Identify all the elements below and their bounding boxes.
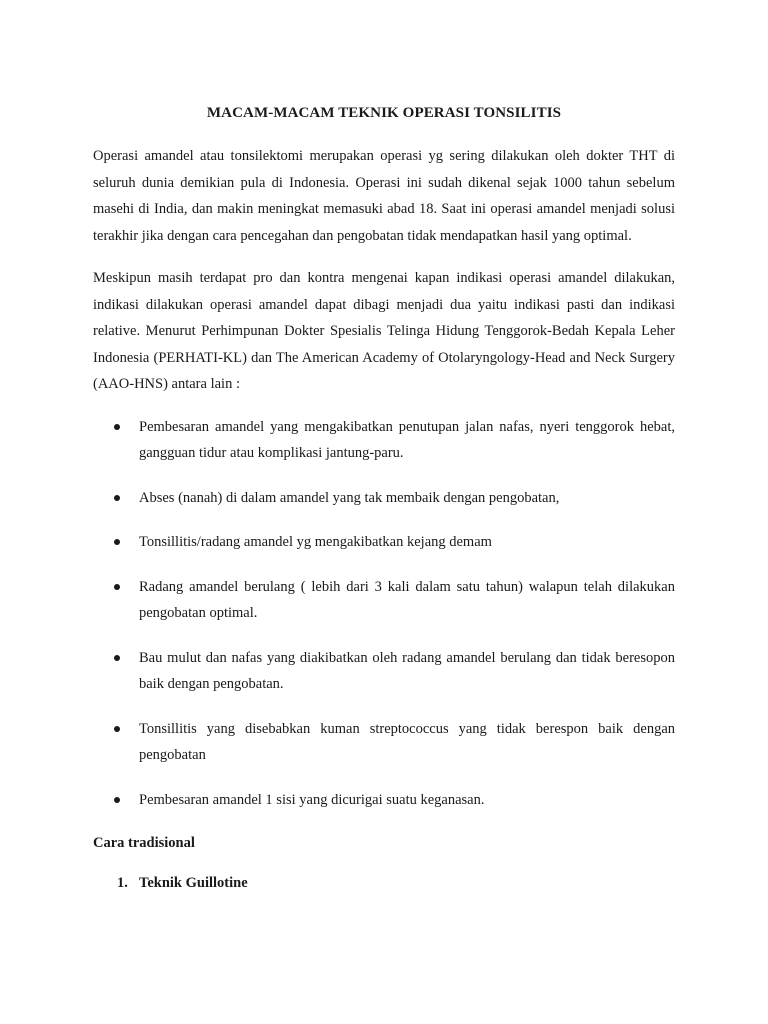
list-item-text: Tonsillitis yang disebabkan kuman streptococcus yang tidak berespon baik dengan pengobatan bbox=[139, 720, 675, 763]
indication-list bbox=[93, 414, 675, 814]
numbered-item-number: 1. bbox=[117, 875, 128, 891]
list-item bbox=[93, 414, 675, 467]
list-item-text: Radang amandel berulang ( lebih dari 3 kali dalam satu tahun) walapun telah dilakukan pengobatan optimal. bbox=[139, 578, 675, 621]
list-item-text: Abses (nanah) di dalam amandel yang tak membaik dengan pengobatan, bbox=[139, 489, 560, 506]
list-item bbox=[93, 485, 675, 512]
bullet-icon bbox=[114, 655, 120, 661]
bullet-icon bbox=[114, 726, 120, 732]
section-heading: Cara tradisional bbox=[93, 835, 195, 851]
document-title: MACAM-MACAM TEKNIK OPERASI TONSILITIS bbox=[206, 105, 562, 121]
numbered-item-label: Teknik Guillotine bbox=[139, 875, 248, 891]
list-item bbox=[93, 574, 675, 627]
list-item-text: Pembesaran amandel yang mengakibatkan penutupan jalan nafas, nyeri tenggorok hebat, gangguan tidur atau komplikasi jantung-paru. bbox=[139, 418, 675, 461]
bullet-icon bbox=[114, 797, 120, 803]
bullet-icon bbox=[114, 495, 120, 501]
document-body bbox=[93, 103, 675, 893]
list-item bbox=[93, 529, 675, 556]
numbered-item bbox=[93, 873, 675, 893]
list-item bbox=[93, 645, 675, 698]
list-item-text: Pembesaran amandel 1 sisi yang dicurigai suatu keganasan. bbox=[139, 791, 485, 808]
list-item-text: Bau mulut dan nafas yang diakibatkan oleh radang amandel berulang dan tidak beresopon baik dengan pengobatan. bbox=[139, 649, 675, 692]
bullet-icon bbox=[114, 424, 120, 430]
paragraph-intro: Operasi amandel atau tonsilektomi merupakan operasi yg sering dilakukan oleh dokter THT di seluruh dunia demikian pula di Indonesia. Operasi ini sudah dikenal sejak 1000 tahun sebelum masehi di India, dan makin meningkat memasuki abad 18. Saat ini operasi amandel menjadi solusi terakhir jika dengan cara pencegahan dan pengobatan tidak mendapatkan hasil yang optimal. bbox=[93, 148, 675, 244]
bullet-icon bbox=[114, 584, 120, 590]
paragraph-indications: Meskipun masih terdapat pro dan kontra mengenai kapan indikasi operasi amandel dilakukan, indikasi dilakukan operasi amandel dapat dibagi menjadi dua yaitu indikasi pasti dan indikasi relative. Menurut Perhimpunan Dokter Spesialis Telinga Hidung Tenggorok-Bedah Kepala Leher Indonesia (PERHATI-KL) dan The American Academy of Otolaryngology-Head and Neck Surgery (AAO-HNS) antara lain : bbox=[93, 270, 675, 392]
list-item bbox=[93, 716, 675, 769]
list-item-text: Tonsillitis/radang amandel yg mengakibatkan kejang demam bbox=[139, 534, 492, 550]
list-item bbox=[93, 787, 675, 814]
bullet-icon bbox=[114, 539, 120, 545]
